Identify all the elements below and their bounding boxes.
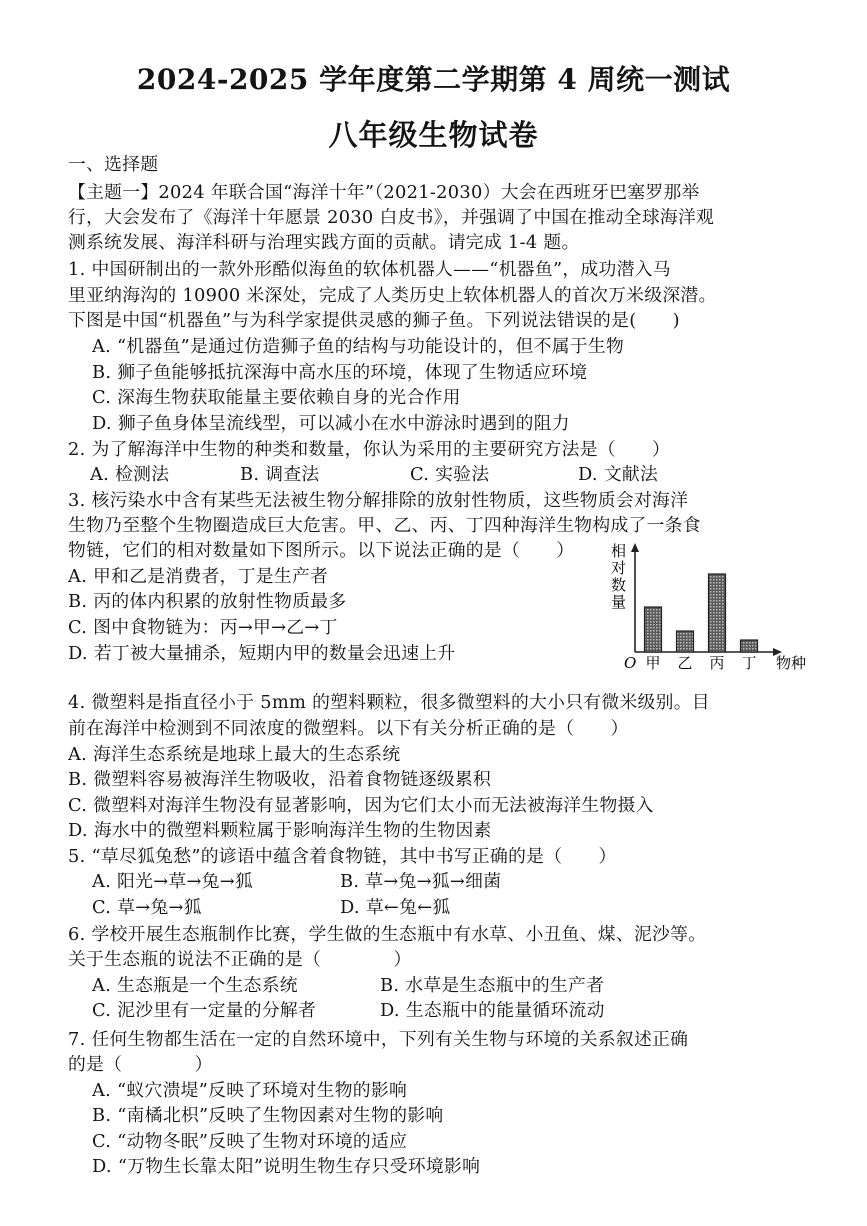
question-stem: 7. 任何生物都生活在一定的自然环境中，下列有关生物与环境的关系叙述正确	[68, 1029, 689, 1050]
x-tick-label: 甲	[645, 654, 661, 672]
question-stem: 6. 学校开展生态瓶制作比赛，学生做的生态瓶中有水草、小丑鱼、煤、泥沙等。	[68, 924, 707, 945]
option-b: B. 调查法	[240, 464, 320, 485]
option-d: D. “万物生长靠太阳”说明生物生存只受环境影响	[92, 1156, 481, 1177]
question-stem: 前在海洋中检测到不同浓度的微塑料。以下有关分析正确的是（ ）	[68, 718, 629, 739]
section-heading: 一、选择题	[68, 154, 159, 175]
x-tick-label: 丙	[709, 654, 725, 672]
option-c: C. 深海生物获取能量主要依赖自身的光合作用	[92, 387, 461, 408]
option-a: A. 阳光→草→兔→狐	[92, 871, 254, 892]
option-a: A. 生态瓶是一个生态系统	[92, 975, 298, 996]
food-chain-bar-chart	[605, 540, 815, 680]
question-stem: 关于生态瓶的说法不正确的是（ ）	[68, 949, 412, 970]
option-b: B. 丙的体内积累的放射性物质最多	[68, 591, 347, 612]
bar-甲	[645, 607, 662, 652]
option-a: A. 检测法	[90, 464, 170, 485]
question-stem: 1. 中国研制出的一款外形酷似海鱼的软体机器人——“机器鱼”，成功潜入马	[68, 259, 671, 280]
question-stem: 物链，它们的相对数量如下图所示。以下说法正确的是（ ）	[68, 540, 575, 561]
option-b: B. 草→兔→狐→细菌	[340, 871, 502, 892]
theme-line: 行，大会发布了《海洋十年愿景 2030 白皮书》，并强调了中国在推动全球海洋观	[68, 207, 715, 228]
option-b: B. 微塑料容易被海洋生物吸收，沿着食物链逐级累积	[68, 769, 492, 790]
option-a: A. 海洋生态系统是地球上最大的生态系统	[68, 744, 401, 765]
x-axis-label: 物种	[776, 654, 807, 672]
option-b: B. 水草是生态瓶中的生产者	[380, 975, 605, 996]
option-d: D. 海水中的微塑料颗粒属于影响海洋生物的生物因素	[68, 820, 492, 841]
origin-label: O	[624, 654, 637, 672]
option-c: C. 实验法	[410, 464, 490, 485]
option-c: C. 图中食物链为：丙→甲→乙→丁	[68, 617, 338, 638]
bar-丁	[741, 640, 758, 652]
question-stem: 5. “草尽狐兔愁”的谚语中蕴含着食物链，其中书写正确的是（ ）	[68, 846, 617, 867]
x-tick-label: 乙	[677, 654, 693, 672]
option-d: D. 若丁被大量捕杀，短期内甲的数量会迅速上升	[68, 643, 456, 664]
option-a: A. “机器鱼”是通过仿造狮子鱼的结构与功能设计的，但不属于生物	[92, 336, 625, 357]
option-b: B. 狮子鱼能够抵抗深海中高水压的环境，体现了生物适应环境	[92, 362, 588, 383]
x-tick-label: 丁	[741, 654, 757, 672]
question-stem: 4. 微塑料是指直径小于 5mm 的塑料颗粒，很多微塑料的大小只有微米级别。目	[68, 692, 710, 713]
bar-丙	[709, 574, 726, 652]
question-stem: 生物乃至整个生物圈造成巨大危害。甲、乙、丙、丁四种海洋生物构成了一条食	[68, 515, 701, 536]
bar-乙	[677, 631, 694, 652]
theme-line: 测系统发展、海洋科研与治理实践方面的贡献。请完成 1-4 题。	[68, 232, 580, 253]
option-c: C. 泥沙里有一定量的分解者	[92, 1000, 317, 1021]
question-stem: 下图是中国“机器鱼”与为科学家提供灵感的狮子鱼。下列说法错误的是( )	[68, 310, 680, 331]
question-stem: 里亚纳海沟的 10900 米深处，完成了人类历史上软体机器人的首次万米级深潜。	[68, 285, 717, 306]
option-a: A. “蚁穴溃堤”反映了环境对生物的影响	[92, 1080, 408, 1101]
option-a: A. 甲和乙是消费者，丁是生产者	[68, 566, 329, 587]
question-stem: 3. 核污染水中含有某些无法被生物分解排除的放射性物质，这些物质会对海洋	[68, 490, 689, 511]
option-d: D. 文献法	[578, 464, 659, 485]
question-stem: 的是（ ）	[68, 1054, 213, 1075]
exam-title: 2024-2025 学年度第二学期第 4 周统一测试	[136, 63, 731, 96]
theme-line: 【主题一】2024 年联合国“海洋十年”（2021-2030）大会在西班牙巴塞罗那举	[68, 182, 700, 203]
option-b: B. “南橘北枳”反映了生物因素对生物的影响	[92, 1105, 444, 1126]
option-c: C. 微塑料对海洋生物没有显著影响，因为它们太小而无法被海洋生物摄入	[68, 795, 654, 816]
y-axis-arrow	[631, 543, 639, 552]
option-d: D. 草←兔←狐	[340, 897, 451, 918]
option-c: C. 草→兔→狐	[92, 897, 202, 918]
y-axis-label	[611, 542, 626, 611]
exam-subtitle: 八年级生物试卷	[328, 118, 539, 152]
option-d: D. 狮子鱼身体呈流线型，可以减小在水中游泳时遇到的阻力	[92, 413, 570, 434]
question-stem: 2. 为了解海洋中生物的种类和数量，你认为采用的主要研究方法是（ ）	[68, 439, 671, 460]
y-axis-label-char: 量	[611, 593, 627, 611]
y-axis-label-char: 相	[611, 542, 627, 560]
option-c: C. “动物冬眠”反映了生物对环境的适应	[92, 1131, 408, 1152]
y-axis-label-char: 数	[611, 576, 627, 594]
y-axis-label-char: 对	[611, 559, 627, 577]
option-d: D. 生态瓶中的能量循环流动	[380, 1000, 605, 1021]
